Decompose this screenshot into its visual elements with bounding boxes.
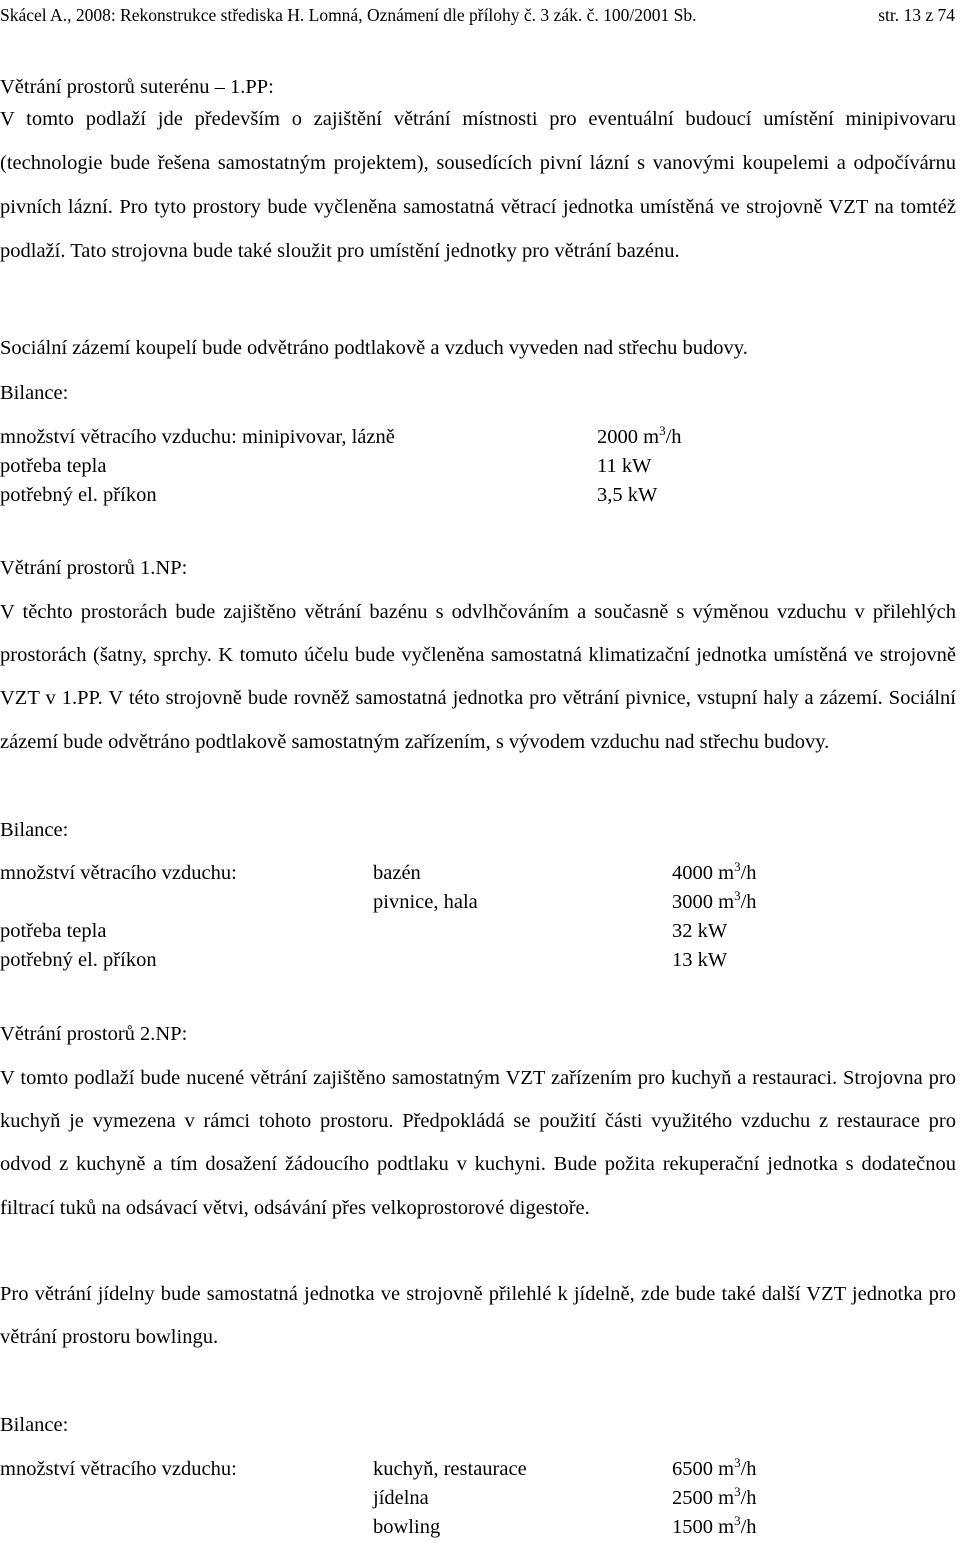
balance-value: 11 kW	[597, 455, 652, 477]
section-2-paragraph-1: V těchto prostorách bude zajištěno větrání bazénu s odvlhčováním a současně s výměnou vzduchu v přilehlých prostorách (šatny, sprchy. K tomuto účelu bude vyčleněna samostatná klimatizační jednotka umístěná ve strojovně VZT v 1.PP. V této strojovně bude rovněž samostatná jednotka pro větrání pivnice, vstupní haly a zázemí. Sociální zázemí bude odvětráno podtlakově samostatným zařízením, s vývodem vzduchu nad střechu budovy.	[0, 601, 956, 753]
balance-item: jídelna	[373, 1487, 429, 1509]
header-citation: Skácel A., 2008: Rekonstrukce střediska H. Lomná, Oznámení dle přílohy č. 3 zák. č. 100/2001 Sb.	[0, 5, 697, 25]
balance-value: 4000 $m^3/h$	[672, 859, 757, 884]
section-1-title: Větrání prostorů suterénu – 1.PP:	[0, 76, 274, 98]
balance-value: 2000 $m^3/h$	[597, 423, 682, 448]
balance-value: 3000 $m^3/h$	[672, 888, 757, 913]
balance-item: bowling	[373, 1516, 441, 1538]
balance-label: potřeba tepla	[0, 455, 107, 477]
balance-value: 1500 $m^3/h$	[672, 1513, 757, 1538]
balance-value: 3,5 kW	[597, 484, 658, 506]
balance-item: pivnice, hala	[373, 891, 478, 913]
section-3-paragraph-1: V tomto podlaží bude nucené větrání zajištěno samostatným VZT zařízením pro kuchyň a restauraci. Strojovna pro kuchyň je vymezena v rámci tohoto prostoru. Předpokládá se použití části využitého vzduchu z restaurace pro odvod z kuchyně a tím dosažení žádoucího podtlaku v kuchyni. Bude požita rekuperační jednotka s dodatečnou filtrací tuků na odsávací větvi, odsávání přes velkoprostorové digestoře.	[0, 1067, 956, 1219]
balance-item: kuchyň, restaurace	[373, 1458, 527, 1480]
section-1-bilance-label: Bilance:	[0, 382, 69, 404]
section-1-paragraph-1: V tomto podlaží jde především o zajištění větrání místnosti pro eventuální budoucí umístění minipivovaru (technologie bude řešena samostatným projektem), sousedících pivní lázní s vanovými koupelemi a odpočívárnu pivních lázní. Pro tyto prostory bude vyčleněna samostatná větrací jednotka umístěná ve strojovně VZT na tomtéž podlaží. Tato strojovna bude také sloužit pro umístění jednotky pro větrání bazénu.	[0, 108, 956, 262]
section-3-paragraph-2: Pro větrání jídelny bude samostatná jednotka ve strojovně přilehlé k jídelně, zde bude také další VZT jednotka pro větrání prostoru bowlingu.	[0, 1283, 956, 1349]
balance-label: množství větracího vzduchu: minipivovar, lázně	[0, 426, 395, 448]
section-2-title: Větrání prostorů 1.NP:	[0, 557, 188, 579]
balance-item: bazén	[373, 862, 421, 884]
balance-value: 32 kW	[672, 920, 728, 942]
section-3-bilance-label: Bilance:	[0, 1414, 69, 1436]
page-header	[0, 3, 955, 27]
balance-label: potřebný el. příkon	[0, 949, 157, 971]
section-2-bilance-label: Bilance:	[0, 819, 69, 841]
balance-label: množství větracího vzduchu:	[0, 862, 237, 884]
balance-label: potřebný el. příkon	[0, 484, 157, 506]
section-1-paragraph-2: Sociální zázemí koupelí bude odvětráno podtlakově a vzduch vyveden nad střechu budovy.	[0, 337, 748, 359]
balance-value: 2500 $m^3/h$	[672, 1484, 757, 1509]
balance-value: 13 kW	[672, 949, 728, 971]
balance-label: množství větracího vzduchu:	[0, 1458, 237, 1480]
balance-value: 6500 $m^3/h$	[672, 1455, 757, 1480]
balance-label: potřeba tepla	[0, 920, 107, 942]
page-number: str. 13 z 74	[878, 5, 955, 25]
section-3-title: Větrání prostorů 2.NP:	[0, 1023, 188, 1045]
